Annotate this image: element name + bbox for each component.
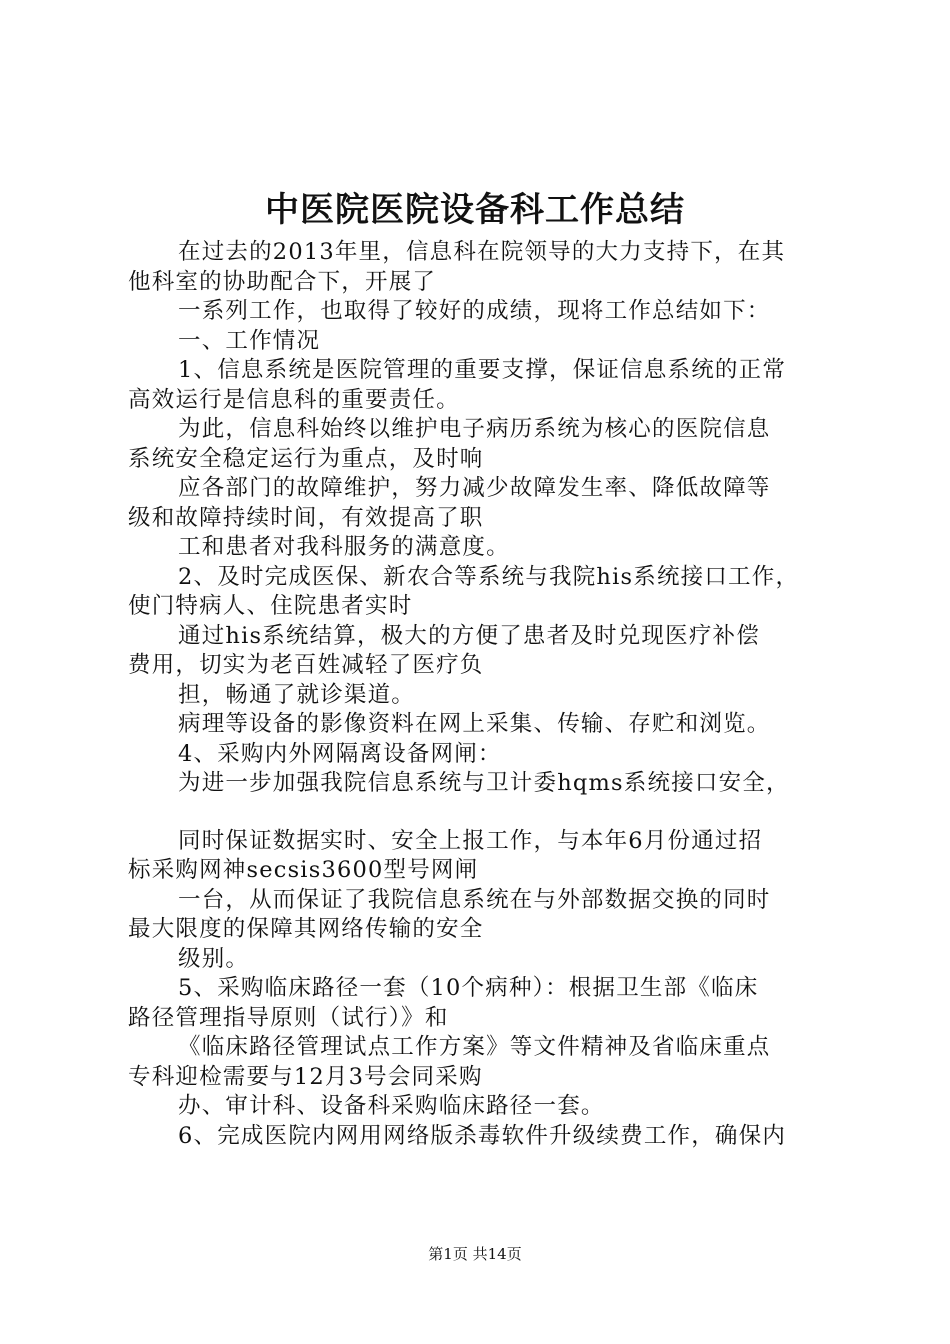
text-line: 病理等设备的影像资料在网上采集、传输、存贮和浏览。 — [178, 711, 771, 737]
text-line: 级和故障持续时间，有效提高了职 — [128, 504, 484, 531]
text-line: 级别。 — [178, 945, 250, 972]
text-line: 6、完成医院内网用网络版杀毒软件升级续费工作，确保内 — [178, 1122, 787, 1149]
text-line: 高效运行是信息科的重要责任。 — [128, 386, 460, 413]
text-line: 同时保证数据实时、安全上报工作，与本年6月份通过招 — [178, 827, 763, 854]
text-line: 路径管理指导原则（试行）》和 — [128, 1004, 449, 1031]
text-line: 为进一步加强我院信息系统与卫计委hqms系统接口安全， — [178, 770, 790, 796]
text-line: 5、采购临床路径一套（10个病种）：根据卫生部《临床 — [178, 975, 759, 1001]
text-line: 标采购网神secsis3600型号网闸 — [128, 857, 479, 883]
paragraph-gap — [128, 799, 838, 827]
text-line: 专科迎检需要与12月3号会同采购 — [128, 1063, 483, 1090]
text-line: 工和患者对我科服务的满意度。 — [178, 534, 510, 560]
text-line: 2、及时完成医保、新农合等系统与我院his系统接口工作， — [178, 563, 800, 590]
text-line: 费用，切实为老百姓减轻了医疗负 — [128, 652, 484, 678]
text-line: 一台，从而保证了我院信息系统在与外部数据交换的同时 — [178, 886, 771, 913]
page-number-footer: 第1页 共14页 — [428, 1245, 522, 1263]
document-title: 中医院医院设备科工作总结 — [265, 190, 685, 230]
text-line: 为此，信息科始终以维护电子病历系统为核心的医院信息 — [178, 416, 771, 442]
text-line: 在过去的2013年里，信息科在院领导的大力支持下，在其 — [178, 239, 786, 265]
text-line: 系统安全稳定运行为重点，及时响 — [128, 445, 484, 472]
document-body — [128, 238, 838, 1151]
text-line: 一系列工作，也取得了较好的成绩，现将工作总结如下： — [178, 298, 771, 324]
text-line: 使门特病人、住院患者实时 — [128, 593, 413, 619]
text-line: 应各部门的故障维护，努力减少故障发生率、降低故障等 — [178, 475, 771, 501]
text-line: 1、信息系统是医院管理的重要支撑，保证信息系统的正常 — [178, 357, 787, 383]
text-line: 担，畅通了就诊渠道。 — [178, 681, 416, 708]
text-line: 通过his系统结算，极大的方便了患者及时兑现医疗补偿 — [178, 622, 760, 649]
text-line: 4、采购内外网隔离设备网闸： — [178, 740, 502, 767]
section-heading: 一、工作情况 — [178, 327, 321, 354]
text-line: 最大限度的保障其网络传输的安全 — [128, 916, 484, 942]
text-line: 他科室的协助配合下，开展了 — [128, 268, 437, 295]
text-line: 办、审计科、设备科采购临床路径一套。 — [178, 1093, 605, 1119]
text-line: 《临床路径管理试点工作方案》等文件精神及省临床重点 — [178, 1034, 771, 1060]
